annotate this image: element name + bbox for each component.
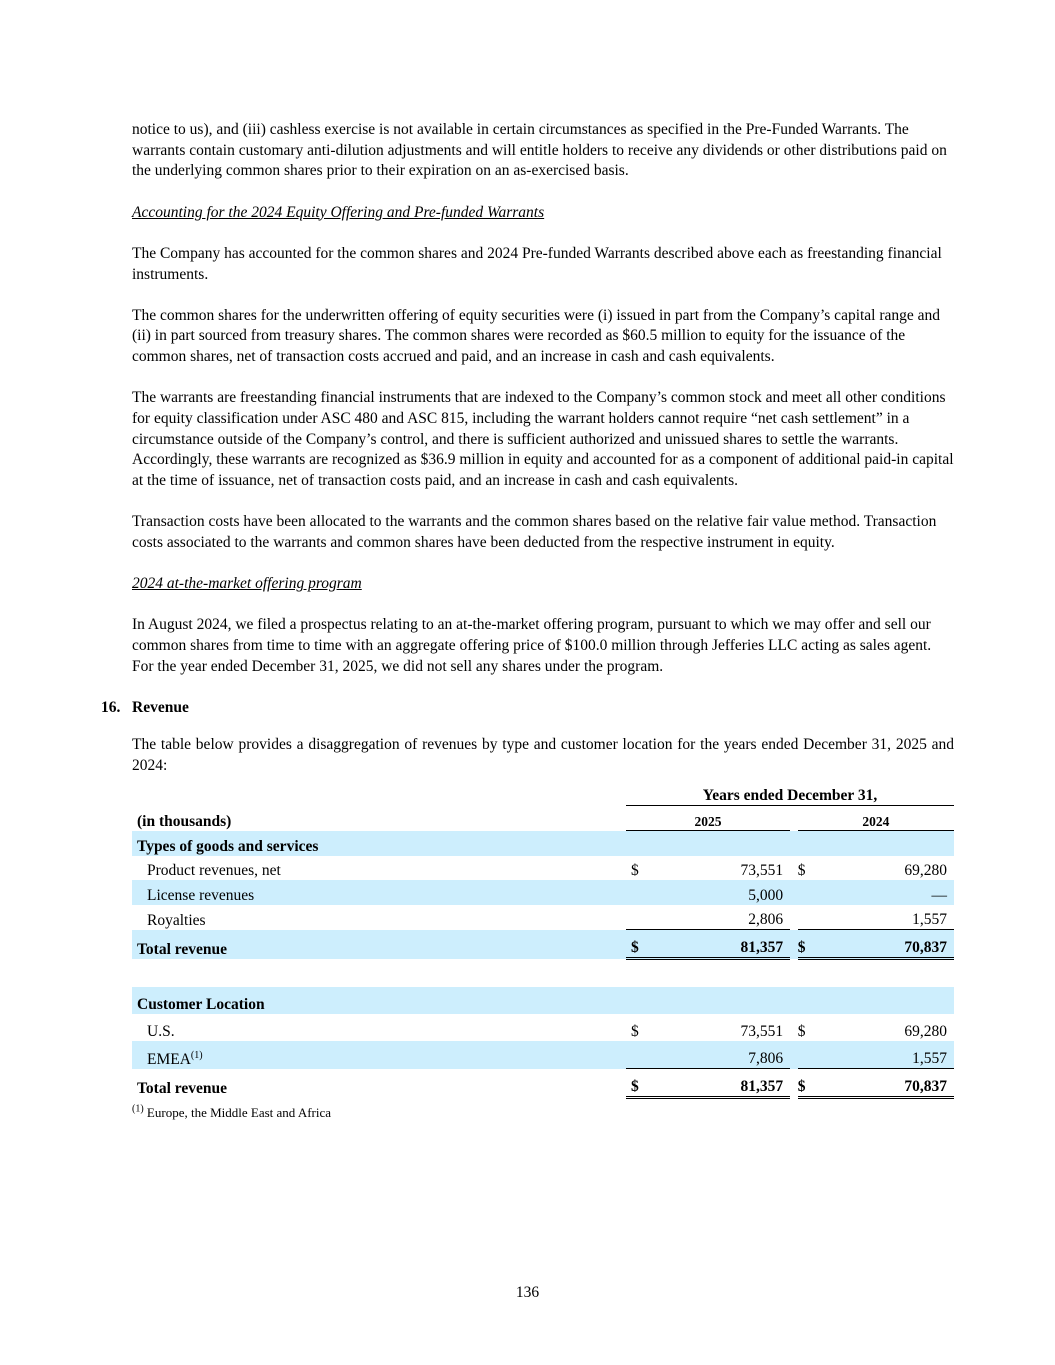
footnote-ref: (1) xyxy=(190,1049,203,1061)
value-2024: 69,280 xyxy=(904,1023,947,1041)
currency-symbol: $ xyxy=(797,1023,806,1041)
total-2024: 70,837 xyxy=(817,930,954,959)
currency-symbol: $ xyxy=(798,1069,818,1098)
total-2025: 81,357 xyxy=(651,930,791,959)
section-heading-revenue xyxy=(101,698,954,718)
table-period-header-row xyxy=(132,780,954,805)
row-label: Product revenues, net xyxy=(147,862,281,880)
paragraph-revenue-intro: The table below provides a disaggregation of revenues by type and customer location for the years ended December 31, 2025 and 2024: xyxy=(132,736,954,774)
total-row xyxy=(132,1069,954,1098)
total-label: Total revenue xyxy=(137,1079,227,1097)
row-label: License revenues xyxy=(132,880,626,905)
group-title-row xyxy=(132,831,954,856)
table-row xyxy=(132,905,954,930)
total-label: Total revenue xyxy=(132,930,626,959)
heading-atm-program: 2024 at-the-market offering program xyxy=(132,575,362,593)
currency-symbol: $ xyxy=(630,862,639,880)
group-title-location: Customer Location xyxy=(132,987,626,1014)
paragraph-warrant-terms: notice to us), and (iii) cashless exercise is not available in certain circumstances as specified in the Pre-Funded Warrants. The warrants contain customary anti-dilution adjustments and will entitle holders to receive any dividends or other distributions paid on the underlying common shares prior to their expiration on an as-exercised basis. xyxy=(132,121,947,180)
total-2025: 81,357 xyxy=(651,1069,791,1098)
paragraph-atm-program: In August 2024, we filed a prospectus relating to an at-the-market offering program, pursuant to which we may offer and sell our common shares from time to time with an aggregate offering price of $100.0 million through Jefferies LLC acting as sales agent. For the year ended December 31, 2025, we did not sell any shares under the program. xyxy=(132,616,932,675)
section-title: Revenue xyxy=(132,699,189,717)
value-2024: — xyxy=(817,880,954,905)
document-page xyxy=(101,120,954,1121)
value-2025: 2,806 xyxy=(651,905,791,930)
value-2025: 7,806 xyxy=(651,1041,791,1069)
row-label: EMEA$^{(1)}$ xyxy=(132,1041,626,1069)
total-2024: 70,837 xyxy=(817,1069,954,1098)
value-2024: 1,557 xyxy=(817,905,954,930)
value-2025: 73,551 xyxy=(740,862,784,880)
units-label: (in thousands) xyxy=(137,812,232,830)
row-label: U.S. xyxy=(147,1023,175,1041)
heading-accounting-equity-offering: Accounting for the 2024 Equity Offering and Pre-funded Warrants xyxy=(132,203,545,221)
revenue-table xyxy=(132,780,954,1099)
value-2024: 1,557 xyxy=(817,1041,954,1069)
value-2025: 73,551 xyxy=(740,1023,784,1041)
paragraph-accounting-treatment: The Company has accounted for the common shares and 2024 Pre-funded Warrants described above each as freestanding financial instruments. xyxy=(132,244,942,283)
group-title-types: Types of goods and services xyxy=(132,831,626,856)
section-number: 16. xyxy=(101,699,121,717)
table-row xyxy=(132,880,954,905)
paragraph-common-shares: The common shares for the underwritten offering of equity securities were (i) issued in part from the Company’s capital range and (ii) in part sourced from treasury shares. The common shares were recorded as $60.5 million to equity for the issuance of the common shares, net of transaction costs accrued and paid, and an increase in cash and cash equivalents. xyxy=(132,306,941,366)
currency-symbol: $ xyxy=(626,930,651,959)
year-header-2024: 2024 xyxy=(798,805,954,831)
page-number: 136 xyxy=(515,1284,540,1301)
row-label: Royalties xyxy=(147,911,206,929)
currency-symbol: $ xyxy=(797,862,806,880)
value-2024: 69,280 xyxy=(904,862,947,880)
total-row xyxy=(132,930,954,959)
footnote-text: Europe, the Middle East and Africa xyxy=(146,1105,332,1121)
paragraph-transaction-costs: Transaction costs have been allocated to the warrants and the common shares based on the relative fair value method. Transaction costs associated to the warrants and common shares have been deducted from the respective instrument in equity. xyxy=(132,513,937,552)
group-title-row xyxy=(132,987,954,1014)
period-header: Years ended December 31, xyxy=(626,780,954,805)
table-row xyxy=(132,1041,954,1069)
table-row xyxy=(132,856,954,881)
currency-symbol: $ xyxy=(798,930,818,959)
table-row xyxy=(132,1014,954,1041)
table-footnote xyxy=(132,1105,954,1121)
year-header-2025: 2025 xyxy=(626,805,790,831)
spacer-row xyxy=(132,959,954,988)
currency-symbol: $ xyxy=(630,1023,639,1041)
currency-symbol: $ xyxy=(626,1069,651,1098)
footnote-marker: (1) xyxy=(132,1104,144,1116)
value-2025: 5,000 xyxy=(651,880,791,905)
table-year-header-row xyxy=(132,805,954,831)
paragraph-warrants-classification: The warrants are freestanding financial instruments that are indexed to the Company’s common stock and meet all other conditions for equity classification under ASC 480 and ASC 815, including the warrant holders cannot require “net cash settlement” in a circumstance outside of the Company’s control, and there is sufficient authorized and unissued shares to settle the warrants. Accordingly, these warrants are recognized as $36.9 million in equity and accounted for as a component of additional paid-in capital at the time of issuance, net of transaction costs paid, and an increase in cash and cash equivalents. xyxy=(132,389,954,490)
